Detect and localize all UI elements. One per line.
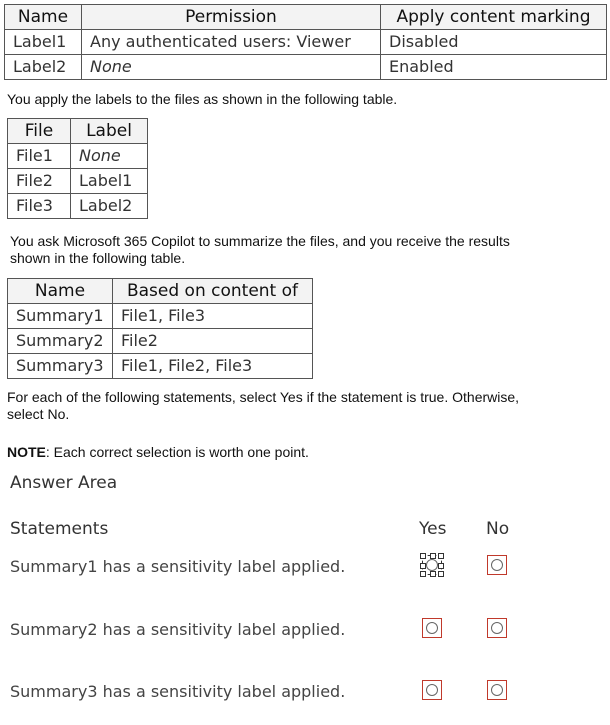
note-label: NOTE — [7, 444, 46, 460]
column-header: Name — [5, 5, 82, 30]
intro-paragraph-1: You apply the labels to the files as shown in the following table. — [7, 91, 398, 107]
column-header: Permission — [82, 5, 381, 30]
table-cell: Any authenticated users: Viewer — [82, 30, 381, 55]
table-cell: None — [71, 144, 148, 169]
table-cell: Summary1 — [8, 304, 113, 329]
statement-1-yes-radio[interactable] — [422, 555, 442, 575]
selection-handle — [438, 553, 444, 559]
statement-1-no-radio[interactable] — [487, 555, 507, 575]
table-header-row — [8, 279, 313, 304]
selection-handle — [438, 571, 444, 577]
table-cell: File1, File2, File3 — [113, 354, 313, 379]
radio-circle-icon — [426, 559, 438, 571]
table-cell: File1 — [8, 144, 71, 169]
column-header: Based on content of — [113, 279, 313, 304]
table-cell: File2 — [8, 169, 71, 194]
column-header: Apply content marking — [381, 5, 607, 30]
intro-paragraph-2 — [10, 233, 510, 267]
instructions-paragraph — [7, 389, 519, 423]
selection-handle — [430, 571, 436, 577]
table-row — [5, 30, 607, 55]
radio-circle-icon — [426, 622, 438, 634]
statement-3-yes-radio[interactable] — [422, 680, 442, 700]
statement-2-no-radio[interactable] — [487, 618, 507, 638]
paragraph-line: shown in the following table. — [10, 250, 186, 266]
table-row — [8, 144, 148, 169]
table-row — [8, 329, 313, 354]
column-header: Name — [8, 279, 113, 304]
statements-header: Statements — [10, 519, 109, 539]
statement-3-no-radio[interactable] — [487, 680, 507, 700]
table-cell: Label2 — [5, 55, 82, 80]
paragraph-line: You ask Microsoft 365 Copilot to summarize the files, and you receive the results — [10, 233, 510, 249]
table-cell: None — [82, 55, 381, 80]
table-cell: Summary3 — [8, 354, 113, 379]
files-table — [7, 118, 148, 219]
radio-circle-icon — [491, 684, 503, 696]
selection-handle — [438, 563, 444, 569]
table-row — [8, 169, 148, 194]
table-cell: Disabled — [381, 30, 607, 55]
table-cell: Label1 — [71, 169, 148, 194]
paragraph-line: select No. — [7, 406, 70, 422]
note-paragraph — [7, 444, 309, 461]
statement-3: Summary3 has a sensitivity label applied. — [10, 682, 346, 701]
table-row — [5, 55, 607, 80]
note-text: : Each correct selection is worth one point. — [45, 444, 309, 460]
table-header-row — [5, 5, 607, 30]
table-cell: Label2 — [71, 194, 148, 219]
selection-handle — [420, 553, 426, 559]
radio-circle-icon — [491, 559, 503, 571]
labels-table — [4, 4, 607, 80]
no-header: No — [486, 519, 510, 539]
column-header: Label — [71, 119, 148, 144]
table-cell: Label1 — [5, 30, 82, 55]
radio-circle-icon — [491, 622, 503, 634]
table-row — [8, 194, 148, 219]
column-header: File — [8, 119, 71, 144]
table-cell: File1, File3 — [113, 304, 313, 329]
statement-1: Summary1 has a sensitivity label applied. — [10, 557, 346, 576]
answer-area-title: Answer Area — [10, 473, 118, 493]
table-cell: File2 — [113, 329, 313, 354]
statement-2-yes-radio[interactable] — [422, 618, 442, 638]
yes-header: Yes — [419, 519, 447, 539]
selection-handle — [420, 571, 426, 577]
table-row — [8, 354, 313, 379]
table-cell: File3 — [8, 194, 71, 219]
radio-circle-icon — [426, 684, 438, 696]
paragraph-line: For each of the following statements, select Yes if the statement is true. Otherwise, — [7, 389, 520, 405]
table-cell: Enabled — [381, 55, 607, 80]
summary-table — [7, 278, 313, 379]
table-row — [8, 304, 313, 329]
table-cell: Summary2 — [8, 329, 113, 354]
table-header-row — [8, 119, 148, 144]
statement-2: Summary2 has a sensitivity label applied. — [10, 620, 346, 639]
